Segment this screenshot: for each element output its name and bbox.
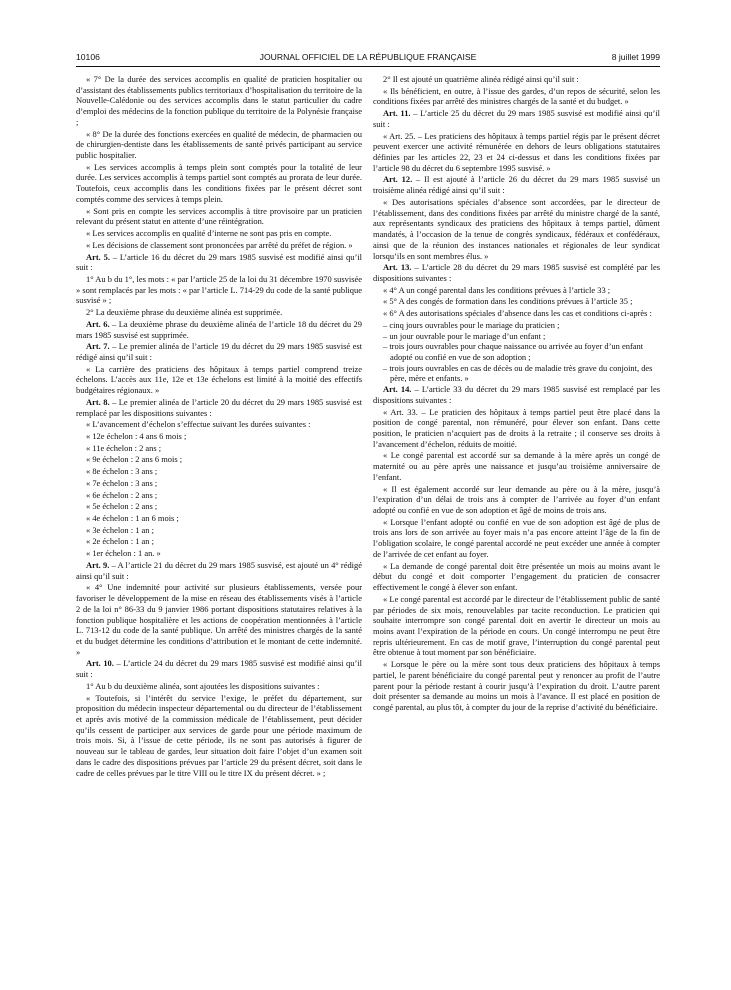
- paragraph-text: – trois jours ouvrables pour chaque naissance ou arrivée au foyer d’un enfant adopté ou confié en vue de son adoption ;: [383, 341, 644, 362]
- schedule-list-item: [76, 513, 362, 524]
- dash-list-item: [373, 341, 660, 362]
- paragraph-text: « Les services accomplis en qualité d’interne ne sont pas pris en compte.: [86, 228, 332, 239]
- paragraph: [373, 594, 660, 658]
- paragraph-text: « 7° De la durée des services accomplis en qualité de praticien hospitalier ou d’assistant des établissements publics territoriaux d’hospitalisation du territoire de la Nouvelle-Calédonie ou des services accomplis dans le statut particulier du cadre d’emploi des médecins de la fonction publique du territoire de la Polynésie française ;: [76, 74, 362, 127]
- paragraph-text: « 4° A un congé parental dans les conditions prévues à l’article 33 ;: [383, 284, 611, 295]
- paragraph: [76, 240, 362, 251]
- paragraph-text: 2° La deuxième phrase du deuxième alinéa est supprimée.: [86, 307, 283, 318]
- article-number: Art. 14.: [383, 384, 412, 395]
- article-number: Art. 7.: [86, 341, 110, 352]
- dash-list-item: [373, 363, 660, 384]
- paragraph-text: « 12e échelon : 4 ans 6 mois ;: [86, 431, 187, 441]
- paragraph: [373, 561, 660, 593]
- paragraph-text: – L’article 33 du décret du 29 mars 1985 susvisé est remplacé par les dispositions suivantes :: [373, 384, 660, 405]
- paragraph: [373, 407, 660, 450]
- paragraph-text: – L’article 16 du décret du 29 mars 1985 susvisé est modifié ainsi qu’il suit :: [76, 251, 362, 273]
- schedule-list-item: [76, 443, 362, 454]
- paragraph-text: – Il est ajouté à l’article 26 du décret du 29 mars 1985 susvisé un troisième alinéa rédigé ainsi qu’il suit :: [373, 174, 660, 196]
- paragraph-text: – cinq jours ouvrables pour le mariage du praticien ;: [383, 319, 560, 330]
- paragraph-text: « 8e échelon : 3 ans ;: [86, 466, 158, 477]
- paragraph-text: 1° Au b du 1°, les mots : « par l’article 25 de la loi du 31 décembre 1970 susvisée » sont remplacés par les mots : « par l’article L. 714-29 du code de la santé publique susvisé » ;: [76, 273, 362, 306]
- paragraph: [373, 517, 660, 560]
- paragraph: [373, 484, 660, 516]
- paragraph: [76, 681, 362, 692]
- article-number: Art. 12.: [383, 174, 413, 185]
- dash-list-item: [373, 331, 660, 342]
- schedule-list-item: [76, 525, 362, 536]
- paragraph: [76, 206, 362, 227]
- paragraph: [373, 659, 660, 713]
- paragraph-text: – L’article 25 du décret du 29 mars 1985 susvisé est modifié ainsi qu’il suit :: [373, 108, 661, 129]
- paragraph: [76, 693, 362, 779]
- paragraph: [76, 582, 362, 657]
- paragraph-text: « 5e échelon : 2 ans ;: [86, 501, 158, 512]
- article-paragraph: [373, 108, 660, 129]
- paragraph: [76, 364, 362, 396]
- paragraph: [76, 129, 362, 161]
- article-number: Art. 10.: [86, 658, 114, 669]
- paragraph-text: « 2e échelon : 1 an ;: [86, 536, 154, 547]
- paragraph-text: « Il est également accordé sur leur demande au père ou à la mère, jusqu’à l’expiration d’un délai de trois ans à compter de l’arrivée au foyer d’un enfant adopté ou confié en vue de son adoption et âgé de moins de trois ans.: [373, 483, 660, 516]
- paragraph: [373, 74, 660, 85]
- paragraph: [373, 86, 660, 107]
- paragraph: [373, 450, 660, 482]
- paragraph-text: – Le premier alinéa de l’article 19 du décret du 29 mars 1985 susvisé est rédigé ainsi qu’il suit :: [76, 341, 362, 362]
- paragraph-text: « 1er échelon : 1 an. »: [86, 548, 161, 559]
- paragraph-text: « Ils bénéficient, en outre, à l’issue des gardes, d’un repos de sécurité, selon les conditions fixées par arrêté des ministres chargés de la santé et du budget. »: [373, 85, 660, 107]
- paragraph-text: « Art. 25. – Les praticiens des hôpitaux à temps partiel régis par le présent décret peuvent exercer une activité rémunérée en dehors de leurs obligations statutaires définies par les articles 22, 23 et 24 ci-dessus et dans les conditions fixées par l’article 98 du décret du 6 septembre 1995 susvisé. »: [373, 130, 660, 173]
- dash-list-item: [373, 320, 660, 331]
- paragraph: [76, 74, 362, 128]
- paragraph-text: – L’article 28 du décret du 29 mars 1985 susvisé est complété par les dispositions suivantes :: [373, 262, 660, 283]
- paragraph: [76, 228, 362, 239]
- article-paragraph: [373, 262, 660, 283]
- schedule-list-item: [76, 536, 362, 547]
- paragraph-text: « Lorsque l’enfant adopté ou confié en vue de son adoption est âgé de plus de trois ans lors de son arrivée au foyer mais n’a pas encore atteint l’âge de la fin de l’obligation scolaire, le congé parental accordé ne peut excéder une année à compter de l’arrivée de cet enfant au foyer.: [373, 516, 660, 559]
- paragraph-text: – L’article 24 du décret du 29 mars 1985 susvisé est modifié ainsi qu’il suit :: [76, 658, 362, 680]
- paragraph-text: – A l’article 21 du décret du 29 mars 1985 susvisé, est ajouté un 4° rédigé ainsi qu’il suit :: [76, 559, 362, 581]
- schedule-list-item: [76, 466, 362, 477]
- paragraph-text: « 5° A des congés de formation dans les conditions prévues à l’article 35 ;: [383, 296, 633, 307]
- paragraph-text: « Lorsque le père ou la mère sont tous deux praticiens des hôpitaux à temps partiel, le parent bénéficiaire du congé parental peut y renoncer au profit de l’autre parent pour la période restant à courir jusqu’à l’expiration du droit. L’autre parent doit présenter sa demande au moins un mois à l’avance. Il est placé en position de congé parental, au plus tôt, à compter du jour de la reprise d’activité du bénéficiaire.: [373, 659, 660, 712]
- paragraph-text: « 6e échelon : 2 ans ;: [86, 489, 158, 500]
- paragraph-text: « 9e échelon : 2 ans 6 mois ;: [86, 454, 183, 465]
- paragraph-text: 1° Au b du deuxième alinéa, sont ajoutées les dispositions suivantes :: [86, 680, 320, 691]
- header-rule: [76, 66, 660, 67]
- paragraph-text: « La demande de congé parental doit être présentée un mois au moins avant le début du congé et doit comporter l’engagement du praticien de consacrer effectivement le congé à élever son enfant.: [373, 560, 660, 593]
- schedule-list-item: [76, 501, 362, 512]
- paragraph-text: – un jour ouvrable pour le mariage d’un enfant ;: [383, 330, 546, 341]
- schedule-list-item: [76, 454, 362, 465]
- paragraph-text: « 4° Une indemnité pour activité sur plusieurs établissements, versée pour favoriser le développement de la mise en réseau des établissements visés à l’article 2 de la loi n° 86-33 du 9 janvier 1986 portant dispositions statutaires relatives à la fonction publique hospitalière et les actions de coopération mentionnées à l’article L. 713-12 du code de la santé publique. Un arrêté des ministres chargés de la santé et du budget détermine les conditions d’attribution et le montant de cette indemnité. »: [76, 582, 362, 657]
- schedule-list-item: [76, 548, 362, 559]
- page-header: [76, 52, 660, 66]
- article-number: Art. 11.: [383, 108, 411, 119]
- paragraph-text: – trois jours ouvrables en cas de décès ou de maladie très grave du conjoint, des père, mère et enfants. »: [383, 362, 653, 384]
- page-number: 10106: [76, 52, 100, 62]
- paragraph: [373, 308, 660, 319]
- article-paragraph: [76, 658, 362, 679]
- article-paragraph: [76, 397, 362, 418]
- article-number: Art. 8.: [86, 396, 110, 407]
- paragraph-text: « La carrière des praticiens des hôpitaux à temps partiel comprend treize échelons. L’accès aux 11e, 12e et 13e échelons est limité à la moitié des effectifs budgétaires régionaux. »: [76, 363, 362, 396]
- paragraph-text: « Les décisions de classement sont prononcées par arrêté du préfet de région. »: [86, 239, 353, 250]
- paragraph: [373, 131, 660, 174]
- article-paragraph: [373, 384, 660, 405]
- schedule-list-item: [76, 478, 362, 489]
- article-paragraph: [76, 319, 362, 340]
- paragraph: [76, 162, 362, 205]
- paragraph-text: « Les services accomplis à temps plein sont comptés pour la totalité de leur durée. Les services accomplis à temps partiel sont comptés au prorata de leur durée. Toutefois, ceux accomplis dans les conditions fixées par le présent décret sont comptés comme des services à temps plein.: [76, 161, 362, 204]
- article-number: Art. 5.: [86, 251, 110, 262]
- paragraph-text: « 7e échelon : 3 ans ;: [86, 477, 158, 488]
- paragraph-text: « Toutefois, si l’intérêt du service l’exige, le préfet du département, sur proposition du médecin inspecteur départemental ou du directeur de l’établissement et après avis motivé de la commission médicale de l’établissement, peut décider qu’ils cessent de participer aux services de garde pour une période maximum de trois mois. Si, à l’issue de cette période, ils ne sont pas autorisés à figurer de nouveau sur le tableau de gardes, leur situation doit faire l’objet d’un examen soit dans le cadre des dispositions prévues par l’article 29 du présent décret, soit dans le cadre de celles prévues par le titre VIII ou le titre IX du présent décret. » ;: [76, 692, 362, 778]
- paragraph-text: – La deuxième phrase du deuxième alinéa de l’article 18 du décret du 29 mars 1985 susvisé est supprimée.: [76, 318, 362, 340]
- journal-title: JOURNAL OFFICIEL DE LA RÉPUBLIQUE FRANÇAISE: [259, 52, 477, 62]
- paragraph-text: « Le congé parental est accordé par le directeur de l’établissement public de santé par périodes de six mois, renouvelables par tacite reconduction. Le praticien qui souhaite interrompre son congé parental doit en avertir le directeur un mois au moins avant l’expiration de la période en cours. Un congé interrompu ne peut être repris ultérieurement. En cas de motif grave, l’interruption du congé parental peut être obtenue à tout moment par son bénéficiaire.: [373, 593, 660, 658]
- paragraph-text: « Des autorisations spéciales d’absence sont accordées, par le directeur de l’établissement, dans des conditions fixées par arrêté du ministre chargé de la santé, aux représentants syndicaux des praticiens des hôpitaux à temps partiel, dûment mandatés, à l’occasion de la tenue de congrès syndicaux, fédéraux et confédéraux, ainsi que de la réunion des instances nationales et régionales de leur syndicat lorsqu’ils en sont membres élus. »: [373, 196, 660, 261]
- paragraph-text: – Le premier alinéa de l’article 20 du décret du 29 mars 1985 susvisé est remplacé par les dispositions suivantes :: [76, 396, 362, 418]
- paragraph-text: « Art. 33. – Le praticien des hôpitaux à temps partiel peut être placé dans la position de congé parental, non rémunéré, pour élever son enfant. Dans cette position, le praticien n’acquiert pas de droits à la retraite ; il conserve ses droits à l’avancement d’échelon, réduits de moitié.: [373, 406, 660, 449]
- article-paragraph: [373, 174, 660, 195]
- paragraph: [373, 285, 660, 296]
- paragraph: [76, 419, 362, 430]
- left-column: [76, 74, 362, 779]
- issue-date: 8 juillet 1999: [611, 52, 660, 62]
- paragraph: [373, 296, 660, 307]
- schedule-list-item: [76, 490, 362, 501]
- article-number: Art. 9.: [86, 559, 110, 570]
- article-paragraph: [76, 341, 362, 362]
- paragraph: [76, 274, 362, 306]
- paragraph-text: « L’avancement d’échelon s’effectue suivant les durées suivantes :: [86, 419, 311, 430]
- paragraph-text: « 6° A des autorisations spéciales d’absence dans les cas et conditions ci-après :: [383, 308, 652, 319]
- paragraph: [76, 307, 362, 318]
- paragraph: [373, 197, 660, 261]
- article-paragraph: [76, 560, 362, 581]
- article-number: Art. 6.: [86, 318, 110, 329]
- paragraph-text: « 4e échelon : 1 an 6 mois ;: [86, 513, 179, 524]
- paragraph-text: « Le congé parental est accordé sur sa demande à la mère après un congé de maternité ou au père après une naissance et jusqu’au troisième anniversaire de l’enfant.: [373, 450, 660, 482]
- schedule-list-item: [76, 431, 362, 442]
- paragraph-text: « 8° De la durée des fonctions exercées en qualité de médecin, de pharmacien ou de chirurgien-dentiste dans les établissements de santé privés participant au service public hospitalier.: [76, 128, 362, 161]
- paragraph-text: 2° Il est ajouté un quatrième alinéa rédigé ainsi qu’il suit :: [383, 74, 579, 84]
- paragraph-text: « 3e échelon : 1 an ;: [86, 524, 154, 535]
- article-number: Art. 13.: [383, 262, 412, 273]
- right-column: [373, 74, 660, 714]
- paragraph-text: « 11e échelon : 2 ans ;: [86, 442, 162, 453]
- paragraph-text: « Sont pris en compte les services accomplis à titre provisoire par un praticien relevant du présent statut en attente d’une réintégration.: [76, 205, 362, 227]
- article-paragraph: [76, 252, 362, 273]
